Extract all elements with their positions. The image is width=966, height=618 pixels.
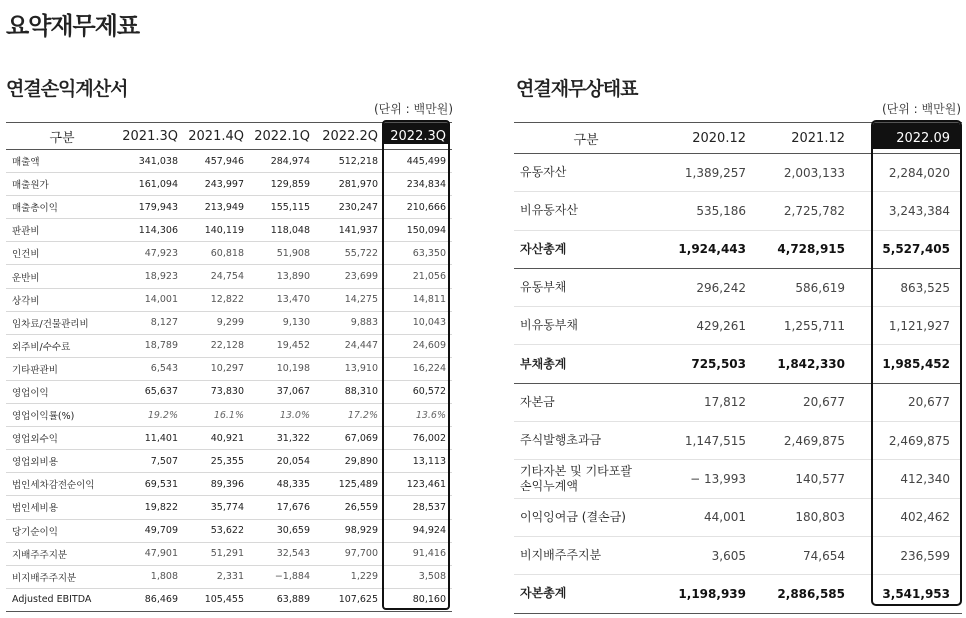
cell-value: 1,147,515 (658, 422, 758, 460)
cell-value: 97,700 (316, 542, 384, 565)
cell-value: 31,322 (250, 427, 316, 450)
cell-value: 512,218 (316, 150, 384, 173)
cell-value: 12,822 (184, 288, 250, 311)
cell-value: 29,890 (316, 450, 384, 473)
cell-value: 13,113 (384, 450, 452, 473)
cell-value: 16.1% (184, 404, 250, 427)
cell-value: 13,890 (250, 265, 316, 288)
cell-value: 40,921 (184, 427, 250, 450)
cell-value: 2,469,875 (857, 422, 962, 460)
row-label: 이익잉여금 (결손금) (514, 498, 658, 536)
cell-value: 13,470 (250, 288, 316, 311)
cell-value: 53,622 (184, 519, 250, 542)
cell-value: 60,818 (184, 242, 250, 265)
cell-value: 49,709 (118, 519, 184, 542)
row-label: 영업이익 (6, 380, 118, 403)
cell-value: 24,754 (184, 265, 250, 288)
row-label: Adjusted EBITDA (6, 588, 118, 611)
balance-header-row (514, 123, 962, 154)
cell-value: 11,401 (118, 427, 184, 450)
balance-highlight-frame (871, 120, 962, 606)
cell-value: 16,224 (384, 357, 452, 380)
cell-value: 3,541,953 (857, 575, 962, 613)
cell-value: 2,284,020 (857, 154, 962, 192)
cell-value: 98,929 (316, 519, 384, 542)
row-label: 기타판관비 (6, 357, 118, 380)
income-statement-title: 연결손익계산서 (6, 78, 128, 100)
cell-value: 107,625 (316, 588, 384, 611)
cell-value: 1,924,443 (658, 230, 758, 268)
cell-value: 48,335 (250, 473, 316, 496)
cell-value: 24,447 (316, 334, 384, 357)
col-header-2022-09: 2022.09 (857, 123, 962, 154)
row-label: 법인세비용 (6, 496, 118, 519)
cell-value: 3,605 (658, 536, 758, 574)
cell-value: 123,461 (384, 473, 452, 496)
cell-value: 47,901 (118, 542, 184, 565)
cell-value: 140,577 (758, 460, 857, 498)
income-header-row (6, 123, 452, 150)
cell-value: 60,572 (384, 380, 452, 403)
cell-value: 243,997 (184, 173, 250, 196)
cell-value: − 13,993 (658, 460, 758, 498)
cell-value: 65,637 (118, 380, 184, 403)
row-label: 기타자본 및 기타포괄 손익누계액 (514, 460, 658, 498)
cell-value: 30,659 (250, 519, 316, 542)
cell-value: 35,774 (184, 496, 250, 519)
cell-value: 230,247 (316, 196, 384, 219)
page-title: 요약재무제표 (6, 12, 140, 40)
cell-value: 213,949 (184, 196, 250, 219)
cell-value: 19,822 (118, 496, 184, 519)
cell-value: 2,469,875 (758, 422, 857, 460)
row-label: 유동부채 (514, 268, 658, 306)
cell-value: 5,527,405 (857, 230, 962, 268)
cell-value: −1,884 (250, 565, 316, 588)
row-label: 비지배주주지분 (6, 565, 118, 588)
cell-value: 18,923 (118, 265, 184, 288)
cell-value: 23,699 (316, 265, 384, 288)
cell-value: 19,452 (250, 334, 316, 357)
cell-value: 74,654 (758, 536, 857, 574)
row-label: 비지배주주지분 (514, 536, 658, 574)
row-label: 비유동부채 (514, 307, 658, 345)
cell-value: 10,297 (184, 357, 250, 380)
cell-value: 94,924 (384, 519, 452, 542)
cell-value: 150,094 (384, 219, 452, 242)
cell-value: 1,985,452 (857, 345, 962, 383)
row-label: 비유동자산 (514, 192, 658, 230)
cell-value: 17,676 (250, 496, 316, 519)
cell-value: 89,396 (184, 473, 250, 496)
row-label: 자본금 (514, 383, 658, 421)
row-label: 외주비/수수료 (6, 334, 118, 357)
row-label: 주식발행초과금 (514, 422, 658, 460)
cell-value: 19.2% (118, 404, 184, 427)
cell-value: 17.2% (316, 404, 384, 427)
cell-value: 234,834 (384, 173, 452, 196)
col-header-2022-1q: 2022.1Q (250, 123, 316, 150)
cell-value: 28,537 (384, 496, 452, 519)
cell-value: 2,886,585 (758, 575, 857, 613)
cell-value: 63,889 (250, 588, 316, 611)
col-header-2021-4q: 2021.4Q (184, 123, 250, 150)
cell-value: 21,056 (384, 265, 452, 288)
cell-value: 1,808 (118, 565, 184, 588)
cell-value: 4,728,915 (758, 230, 857, 268)
cell-value: 91,416 (384, 542, 452, 565)
cell-value: 105,455 (184, 588, 250, 611)
cell-value: 88,310 (316, 380, 384, 403)
cell-value: 51,291 (184, 542, 250, 565)
cell-value: 69,531 (118, 473, 184, 496)
cell-value: 9,130 (250, 311, 316, 334)
row-label: 자산총계 (514, 230, 658, 268)
income-highlight-frame (382, 120, 450, 610)
row-label: 매출원가 (6, 173, 118, 196)
cell-value: 55,722 (316, 242, 384, 265)
cell-value: 1,389,257 (658, 154, 758, 192)
cell-value: 118,048 (250, 219, 316, 242)
cell-value: 284,974 (250, 150, 316, 173)
cell-value: 161,094 (118, 173, 184, 196)
cell-value: 20,677 (758, 383, 857, 421)
cell-value: 1,121,927 (857, 307, 962, 345)
cell-value: 125,489 (316, 473, 384, 496)
row-label: 매출총이익 (6, 196, 118, 219)
cell-value: 51,908 (250, 242, 316, 265)
cell-value: 32,543 (250, 542, 316, 565)
cell-value: 179,943 (118, 196, 184, 219)
cell-value: 535,186 (658, 192, 758, 230)
cell-value: 725,503 (658, 345, 758, 383)
cell-value: 3,243,384 (857, 192, 962, 230)
cell-value: 341,038 (118, 150, 184, 173)
income-unit-label: (단위 : 백만원) (374, 102, 453, 116)
cell-value: 429,261 (658, 307, 758, 345)
cell-value: 129,859 (250, 173, 316, 196)
cell-value: 80,160 (384, 588, 452, 611)
cell-value: 445,499 (384, 150, 452, 173)
row-label: 유동자산 (514, 154, 658, 192)
cell-value: 63,350 (384, 242, 452, 265)
cell-value: 22,128 (184, 334, 250, 357)
cell-value: 140,119 (184, 219, 250, 242)
col-header-2021-12: 2021.12 (758, 123, 857, 154)
cell-value: 457,946 (184, 150, 250, 173)
cell-value: 8,127 (118, 311, 184, 334)
cell-value: 14,001 (118, 288, 184, 311)
cell-value: 1,255,711 (758, 307, 857, 345)
row-label: 당기순이익 (6, 519, 118, 542)
cell-value: 24,609 (384, 334, 452, 357)
cell-value: 37,067 (250, 380, 316, 403)
cell-value: 2,003,133 (758, 154, 857, 192)
row-label: 영업외비용 (6, 450, 118, 473)
cell-value: 114,306 (118, 219, 184, 242)
cell-value: 17,812 (658, 383, 758, 421)
cell-value: 1,842,330 (758, 345, 857, 383)
cell-value: 13,910 (316, 357, 384, 380)
cell-value: 20,677 (857, 383, 962, 421)
cell-value: 73,830 (184, 380, 250, 403)
cell-value: 412,340 (857, 460, 962, 498)
cell-value: 281,970 (316, 173, 384, 196)
cell-value: 155,115 (250, 196, 316, 219)
row-label: 상각비 (6, 288, 118, 311)
cell-value: 13.0% (250, 404, 316, 427)
cell-value: 3,508 (384, 565, 452, 588)
col-header-category: 구분 (6, 123, 118, 150)
cell-value: 44,001 (658, 498, 758, 536)
cell-value: 7,507 (118, 450, 184, 473)
cell-value: 13.6% (384, 404, 452, 427)
row-label: 자본총계 (514, 575, 658, 613)
cell-value: 236,599 (857, 536, 962, 574)
cell-value: 10,043 (384, 311, 452, 334)
cell-value: 67,069 (316, 427, 384, 450)
cell-value: 86,469 (118, 588, 184, 611)
col-header-2021-3q: 2021.3Q (118, 123, 184, 150)
row-label: 운반비 (6, 265, 118, 288)
cell-value: 6,543 (118, 357, 184, 380)
cell-value: 20,054 (250, 450, 316, 473)
cell-value: 2,725,782 (758, 192, 857, 230)
cell-value: 180,803 (758, 498, 857, 536)
row-label: 법인세차감전순이익 (6, 473, 118, 496)
cell-value: 26,559 (316, 496, 384, 519)
row-label: 판관비 (6, 219, 118, 242)
cell-value: 76,002 (384, 427, 452, 450)
cell-value: 18,789 (118, 334, 184, 357)
cell-value: 25,355 (184, 450, 250, 473)
cell-value: 47,923 (118, 242, 184, 265)
row-label: 매출액 (6, 150, 118, 173)
balance-sheet-title: 연결재무상태표 (516, 78, 638, 100)
cell-value: 210,666 (384, 196, 452, 219)
balance-unit-label: (단위 : 백만원) (882, 102, 961, 116)
col-header-2022-2q: 2022.2Q (316, 123, 384, 150)
cell-value: 1,229 (316, 565, 384, 588)
cell-value: 10,198 (250, 357, 316, 380)
row-label: 임차료/건물관리비 (6, 311, 118, 334)
cell-value: 1,198,939 (658, 575, 758, 613)
col-header-category: 구분 (514, 123, 658, 154)
col-header-2022-3q: 2022.3Q (384, 123, 452, 150)
cell-value: 863,525 (857, 268, 962, 306)
cell-value: 9,299 (184, 311, 250, 334)
cell-value: 402,462 (857, 498, 962, 536)
row-label: 영업외수익 (6, 427, 118, 450)
cell-value: 296,242 (658, 268, 758, 306)
cell-value: 9,883 (316, 311, 384, 334)
col-header-2020-12: 2020.12 (658, 123, 758, 154)
row-label: 지배주주지분 (6, 542, 118, 565)
cell-value: 2,331 (184, 565, 250, 588)
cell-value: 141,937 (316, 219, 384, 242)
cell-value: 14,275 (316, 288, 384, 311)
row-label: 부채총계 (514, 345, 658, 383)
cell-value: 14,811 (384, 288, 452, 311)
cell-value: 586,619 (758, 268, 857, 306)
row-label: 인건비 (6, 242, 118, 265)
row-label: 영업이익률(%) (6, 404, 118, 427)
